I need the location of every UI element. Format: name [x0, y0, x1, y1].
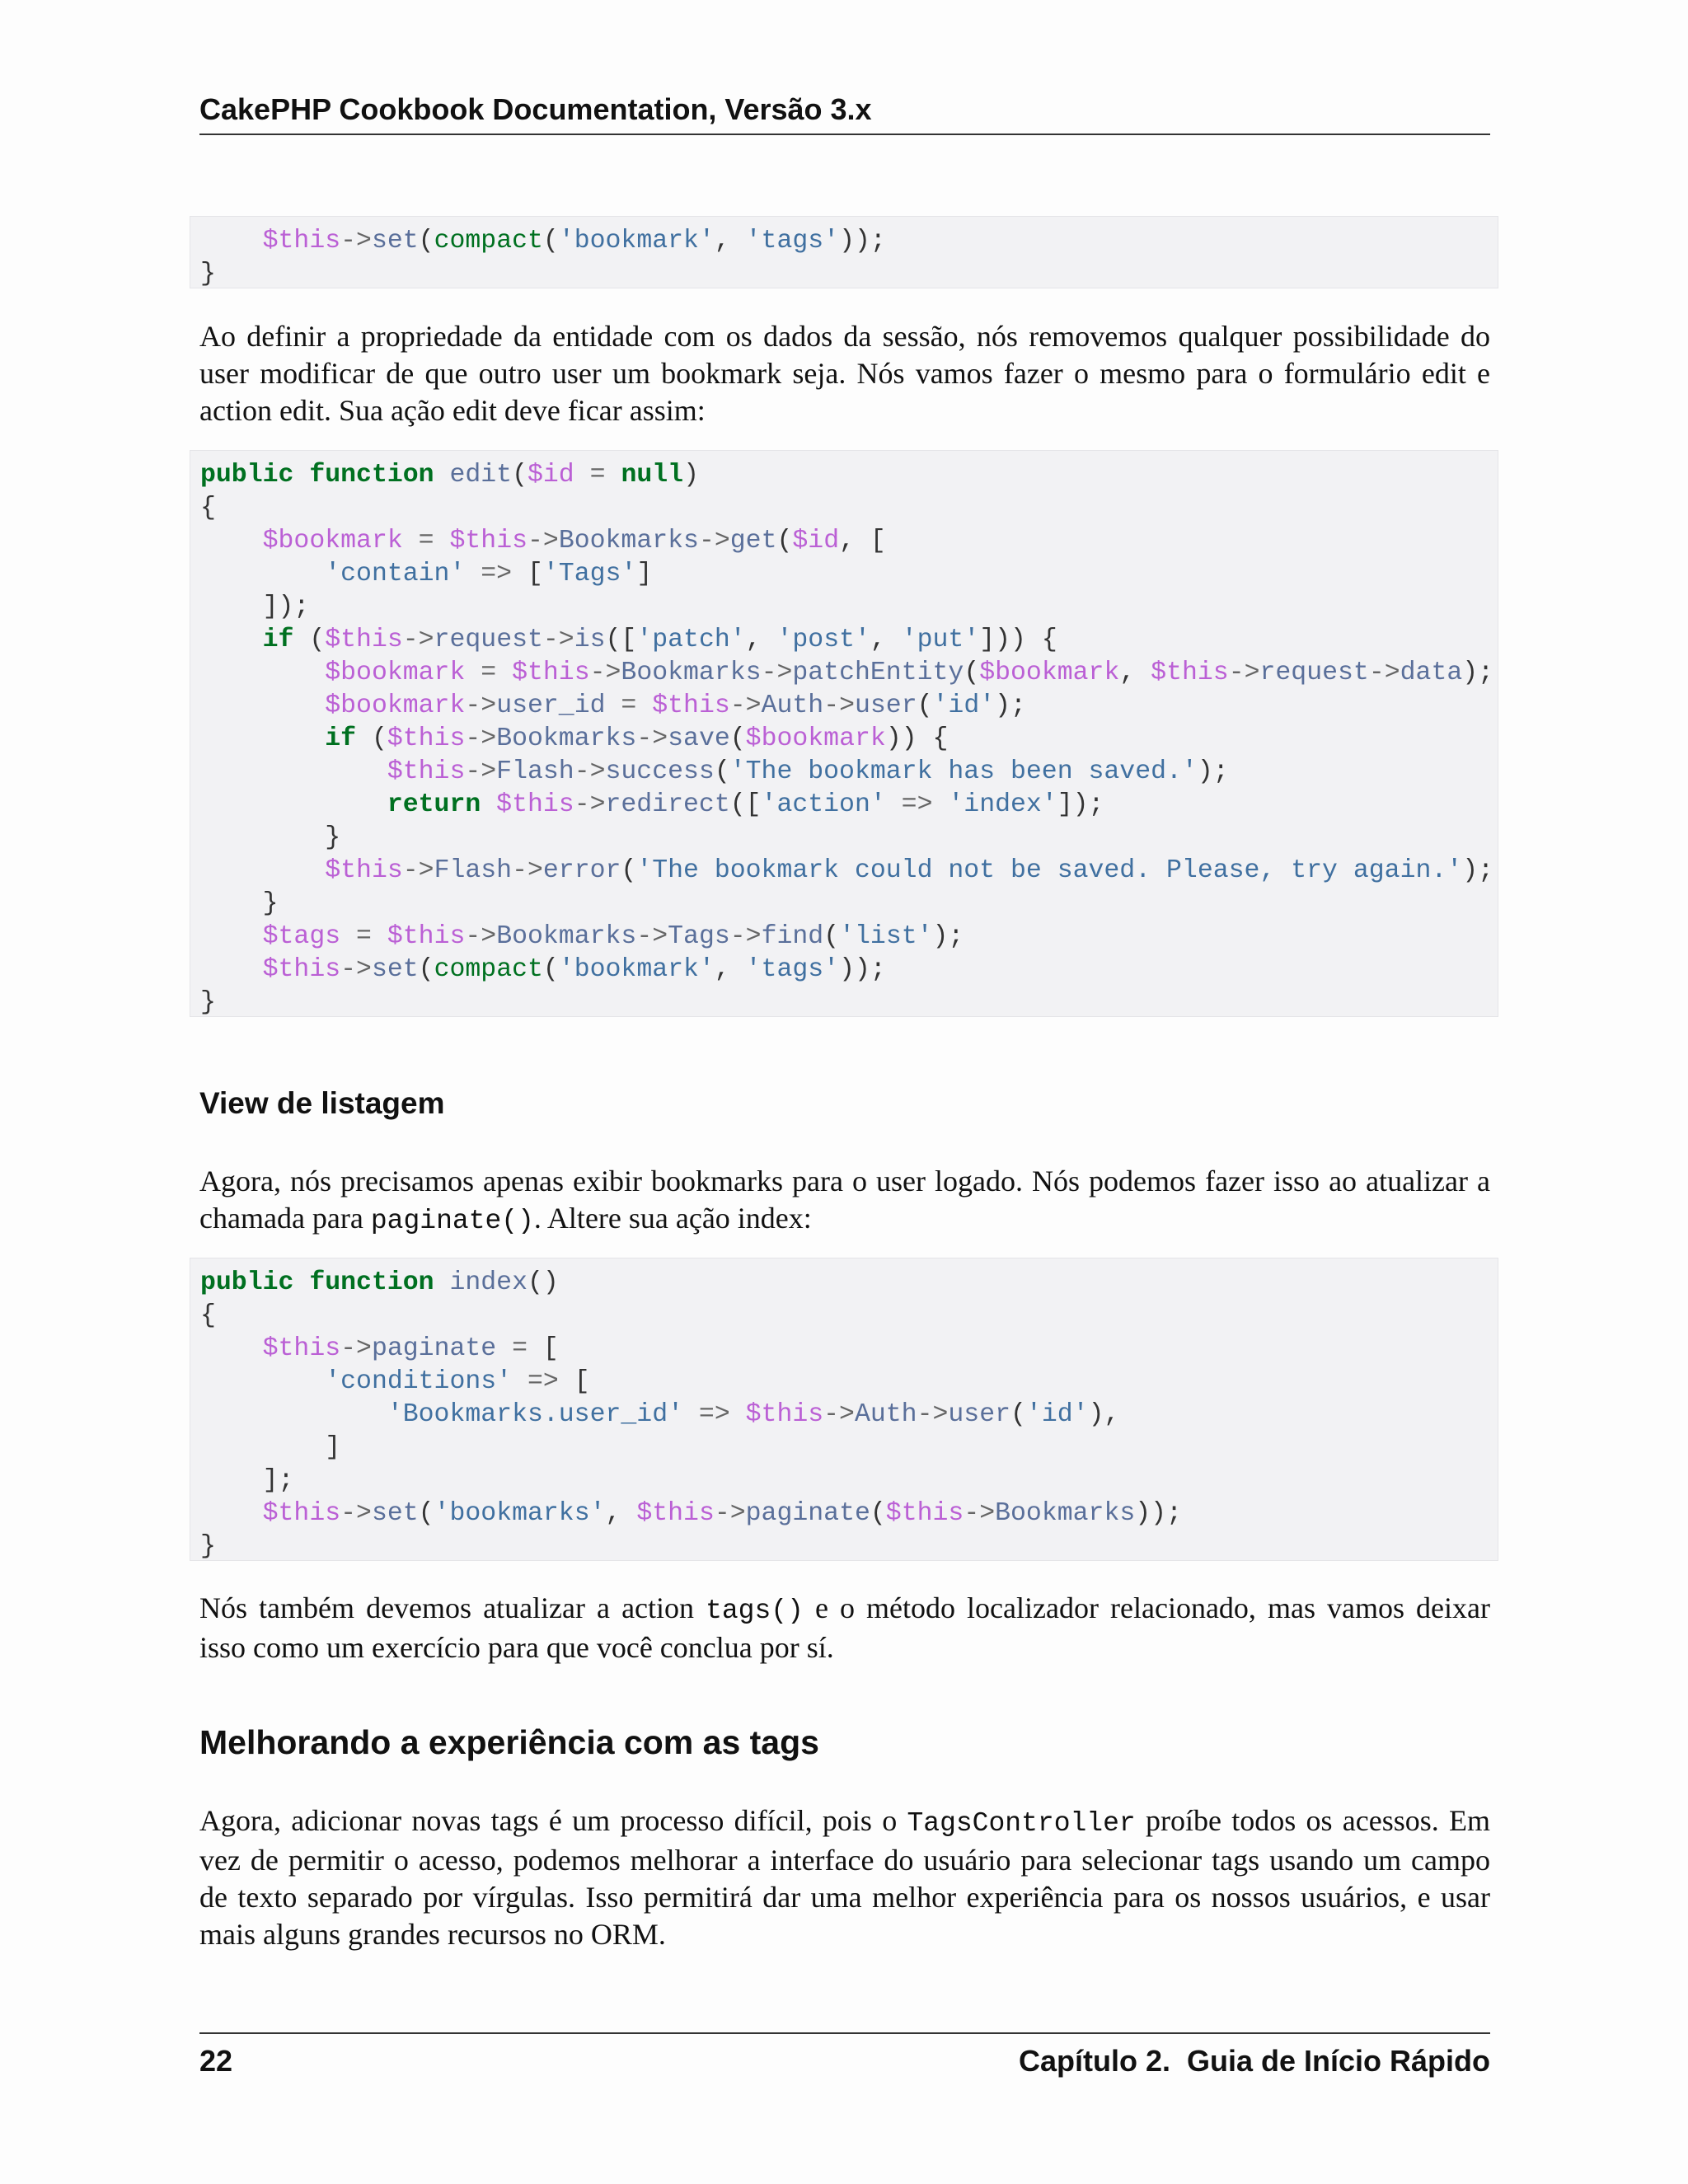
code-token: error [542, 856, 621, 885]
code-line [200, 624, 1498, 657]
code-token: $bookmark [325, 691, 466, 720]
code-line [200, 954, 1498, 987]
code-token: ( [512, 461, 528, 490]
code-line [200, 1530, 1498, 1563]
code-token [200, 856, 325, 885]
code-token: Bookmarks [558, 527, 699, 555]
paragraph-tags-controller [199, 1802, 1490, 1953]
text-run: vez de permitir o acesso, podemos melhorar a interface do usuário para selecionar tags usando um campo [199, 1844, 1490, 1877]
code-token [434, 1268, 450, 1297]
code-token: 'tags' [745, 227, 840, 255]
code-token: ( [729, 724, 746, 753]
code-token: -> [917, 1400, 949, 1429]
code-line [200, 723, 1498, 756]
code-token: ( [823, 922, 840, 951]
code-token: data [1400, 658, 1463, 687]
text-run: e o método localizador relacionado, mas vamos deixar [803, 1591, 1490, 1624]
code-line [200, 855, 1498, 888]
code-token: ( [418, 227, 434, 255]
code-token: $this [262, 955, 341, 984]
code-token: [ [542, 1334, 559, 1363]
code-token: () [527, 1268, 559, 1297]
code-token: = [402, 527, 450, 555]
code-token: ), [1088, 1400, 1120, 1429]
code-token: = [465, 658, 513, 687]
inline-code: TagsController [907, 1808, 1136, 1839]
code-token: edit [449, 461, 513, 490]
code-block-edit-action [190, 450, 1498, 1017]
code-token: $bookmark [745, 724, 886, 753]
text-run: Agora, nós precisamos apenas exibir bookmarks para o user logado. Nós podemos fazer isso ao atualizar a [199, 1165, 1490, 1197]
code-token [200, 955, 263, 984]
code-token: Flash [496, 757, 574, 786]
code-token: Bookmarks [496, 724, 637, 753]
code-token: user [855, 691, 917, 720]
code-token: )); [839, 227, 886, 255]
code-token: set [371, 955, 419, 984]
code-token: 'bookmark' [558, 227, 715, 255]
code-token [200, 626, 263, 654]
code-token: , [870, 626, 902, 654]
code-token [200, 1433, 325, 1462]
code-token: = [574, 461, 621, 490]
code-token: patchEntity [792, 658, 964, 687]
code-token: ( [964, 658, 980, 687]
code-token: ] [636, 560, 653, 588]
code-token [434, 461, 450, 490]
code-token [200, 724, 325, 753]
code-token: -> [1368, 658, 1400, 687]
text-run: proíbe todos os acessos. Em [1135, 1804, 1490, 1837]
code-token [200, 1400, 387, 1429]
code-token: user [948, 1400, 1011, 1429]
text-run: Nós também devemos atualizar a action [199, 1591, 706, 1624]
code-token: $bookmark [325, 658, 466, 687]
code-token: set [371, 1499, 419, 1528]
code-token: ([ [729, 790, 762, 819]
code-token: function [309, 461, 434, 490]
code-token: } [200, 1532, 216, 1561]
code-line [200, 525, 1498, 558]
code-token: -> [340, 955, 372, 984]
code-token: Auth [854, 1400, 917, 1429]
code-token: ( [1010, 1400, 1026, 1429]
header-rule [199, 134, 1490, 135]
code-line [200, 591, 1498, 624]
code-token: $this [387, 757, 466, 786]
code-token: -> [964, 1499, 996, 1528]
text-run: chamada para [199, 1202, 371, 1235]
code-token: request [1259, 658, 1369, 687]
inline-code: tags() [706, 1596, 804, 1626]
code-token: 'tags' [745, 955, 840, 984]
code-line [200, 1432, 1498, 1465]
code-token: -> [761, 658, 793, 687]
code-token: find [761, 922, 824, 951]
paragraph-session-entity [199, 318, 1490, 429]
code-token: null [621, 461, 684, 490]
code-token: $this [387, 724, 466, 753]
code-token: => [512, 1367, 574, 1396]
code-token: save [668, 724, 730, 753]
code-token: } [262, 889, 279, 918]
code-token: ); [1462, 856, 1493, 885]
code-line [200, 921, 1498, 954]
code-token: ); [1197, 757, 1229, 786]
code-token: $this [262, 1499, 341, 1528]
code-line [200, 987, 1498, 1019]
code-token: 'bookmark' [558, 955, 715, 984]
code-token: ]; [262, 1466, 294, 1495]
code-token: -> [729, 691, 762, 720]
code-token: , [714, 955, 746, 984]
code-token: $this [885, 1499, 964, 1528]
code-token: 'id' [932, 691, 996, 720]
code-token [481, 790, 496, 819]
text-line [199, 1842, 1490, 1879]
code-token: $id [528, 461, 574, 490]
code-token: -> [1228, 658, 1260, 687]
text-line [199, 355, 1490, 392]
code-token: )); [839, 955, 886, 984]
code-token: 'put' [901, 626, 980, 654]
text-run: action edit. Sua ação edit deve ficar assim: [199, 394, 706, 427]
text-run: user modificar de que outro user um bookmark seja. Nós vamos fazer o mesmo para o formulário edit e [199, 357, 1490, 390]
code-token: [ [528, 560, 543, 588]
code-token [200, 1466, 263, 1495]
code-token: $this [325, 856, 403, 885]
code-token [200, 593, 263, 621]
code-token: )) { [885, 724, 949, 753]
code-token: , [714, 227, 746, 255]
footer-rule [199, 2032, 1490, 2034]
code-token: $tags [262, 922, 341, 951]
code-token: } [200, 988, 216, 1017]
code-token: } [325, 823, 341, 852]
code-token: -> [465, 724, 497, 753]
code-token: { [200, 1301, 216, 1330]
code-token: ( [418, 955, 434, 984]
code-token: ( [542, 955, 559, 984]
code-line [200, 1399, 1498, 1432]
code-token [200, 1367, 325, 1396]
code-token: ) [683, 461, 699, 490]
code-token: = [496, 1334, 543, 1363]
paragraph-paginate [199, 1163, 1490, 1240]
code-token: ); [1462, 658, 1494, 687]
text-line [199, 1916, 1490, 1953]
code-token: 'contain' [325, 560, 466, 588]
code-token: -> [729, 922, 762, 951]
code-line [200, 1300, 1498, 1333]
code-token: } [200, 260, 216, 288]
code-token [200, 658, 325, 687]
code-token: paginate [371, 1334, 497, 1363]
text-line [199, 1802, 1490, 1842]
code-token: $bookmark [979, 658, 1120, 687]
code-token: -> [589, 658, 621, 687]
code-token: -> [465, 691, 497, 720]
code-token: $this [512, 658, 590, 687]
code-token: ( [293, 626, 326, 654]
code-block-compact-tail [190, 216, 1498, 288]
code-token: Bookmarks [995, 1499, 1136, 1528]
text-run: de texto separado por vírgulas. Isso permitirá dar uma melhor experiência para os nossos usuários, e usar [199, 1881, 1490, 1914]
code-token: 'conditions' [325, 1367, 513, 1396]
text-line [199, 1200, 1490, 1240]
code-line [200, 1333, 1498, 1366]
code-line [200, 690, 1498, 723]
code-line [200, 225, 1498, 258]
code-token [293, 1268, 309, 1297]
text-line [199, 318, 1490, 355]
code-token: get [729, 527, 777, 555]
code-token: -> [340, 1499, 372, 1528]
code-token: , [ [839, 527, 886, 555]
code-token: ( [542, 227, 559, 255]
code-token: ]); [262, 593, 310, 621]
section-heading-view-listing: View de listagem [199, 1086, 445, 1120]
code-token: -> [402, 856, 434, 885]
section-heading-tags-experience: Melhorando a experiência com as tags [199, 1723, 819, 1761]
text-line [199, 1590, 1490, 1629]
code-token: { [200, 494, 216, 523]
code-token: Tags [668, 922, 730, 951]
code-token: index [449, 1268, 528, 1297]
code-token: Bookmarks [621, 658, 762, 687]
code-token [200, 1499, 263, 1528]
code-token: )); [1135, 1499, 1182, 1528]
code-token [200, 889, 263, 918]
code-token: ( [714, 757, 730, 786]
code-token: -> [465, 757, 497, 786]
code-token: -> [823, 691, 855, 720]
code-token: -> [542, 626, 574, 654]
code-line [200, 1465, 1498, 1497]
code-token: ([ [605, 626, 637, 654]
code-token [200, 757, 387, 786]
code-line [200, 492, 1498, 525]
code-token: => [465, 560, 528, 588]
code-token: 'The bookmark could not be saved. Please, try again.' [636, 856, 1463, 885]
code-token: -> [340, 227, 372, 255]
code-token: -> [714, 1499, 746, 1528]
code-token: ] [325, 1433, 341, 1462]
code-token: ( [870, 1499, 886, 1528]
code-token: -> [402, 626, 434, 654]
code-token: -> [512, 856, 543, 885]
chapter-title: Capítulo 2. Guia de Início Rápido [1018, 2044, 1490, 2078]
code-token: $id [792, 527, 840, 555]
code-token: ( [356, 724, 387, 753]
code-token: $this [496, 790, 574, 819]
code-line [200, 1366, 1498, 1399]
code-token: = [340, 922, 387, 951]
code-line [200, 756, 1498, 789]
text-run: mais alguns grandes recursos no ORM. [199, 1918, 666, 1951]
code-token: 'Bookmarks.user_id' [387, 1400, 684, 1429]
code-token: 'list' [839, 922, 933, 951]
paragraph-tags-action [199, 1590, 1490, 1666]
code-token: set [371, 227, 419, 255]
text-run: Ao definir a propriedade da entidade com os dados da sessão, nós removemos qualquer possibilidade do [199, 320, 1490, 353]
code-token: -> [636, 724, 668, 753]
code-token: ( [917, 691, 933, 720]
code-token: 'patch' [636, 626, 746, 654]
code-token: request [434, 626, 543, 654]
code-token: , [1119, 658, 1151, 687]
code-token [200, 691, 325, 720]
code-line [200, 558, 1498, 591]
code-token: -> [636, 922, 668, 951]
code-token: $this [262, 1334, 341, 1363]
code-token: is [574, 626, 606, 654]
code-token: compact [434, 955, 543, 984]
code-token: Auth [761, 691, 824, 720]
code-token: = [605, 691, 653, 720]
code-token: $this [1151, 658, 1229, 687]
code-line [200, 459, 1498, 492]
code-block-index-action [190, 1258, 1498, 1561]
text-line [199, 1163, 1490, 1200]
text-line [199, 1879, 1490, 1916]
code-token: $bookmark [262, 527, 403, 555]
code-token [200, 922, 263, 951]
code-token: ( [418, 1499, 434, 1528]
page-number: 22 [199, 2044, 233, 2078]
code-line [200, 258, 1498, 291]
text-line [199, 392, 1490, 429]
code-token: 'post' [776, 626, 870, 654]
code-token: Flash [434, 856, 513, 885]
code-token: Bookmarks [496, 922, 637, 951]
code-line [200, 1497, 1498, 1530]
code-token [200, 227, 263, 255]
code-token: -> [574, 790, 606, 819]
code-token: ( [776, 527, 793, 555]
code-line [200, 789, 1498, 822]
code-token [200, 1334, 263, 1363]
code-token: -> [574, 757, 606, 786]
code-token: $this [387, 922, 466, 951]
text-run: . Altere sua ação index: [533, 1202, 812, 1235]
code-token [200, 527, 263, 555]
code-token [200, 790, 387, 819]
code-token: $this [636, 1499, 715, 1528]
code-token: public [200, 1268, 294, 1297]
code-token: compact [434, 227, 543, 255]
code-token: function [309, 1268, 434, 1297]
code-token: if [325, 724, 357, 753]
code-token: => [885, 790, 949, 819]
text-run: Agora, adicionar novas tags é um processo difícil, pois o [199, 1804, 907, 1837]
code-line [200, 888, 1498, 921]
code-token: 'The bookmark has been saved.' [729, 757, 1198, 786]
code-token: ])) { [979, 626, 1057, 654]
code-token: return [387, 790, 481, 819]
code-token: -> [698, 527, 730, 555]
code-token: paginate [745, 1499, 870, 1528]
code-token [200, 823, 325, 852]
code-token: 'action' [761, 790, 886, 819]
text-line [199, 1629, 1490, 1666]
code-token: $this [449, 527, 528, 555]
running-header: CakePHP Cookbook Documentation, Versão 3.x [199, 92, 872, 126]
code-token: user_id [496, 691, 606, 720]
code-token: 'bookmarks' [434, 1499, 606, 1528]
code-token: $this [262, 227, 341, 255]
code-token: => [683, 1400, 746, 1429]
code-line [200, 657, 1498, 690]
code-token: -> [528, 527, 559, 555]
code-token: ]); [1057, 790, 1104, 819]
code-token: -> [823, 1400, 855, 1429]
code-token: $this [652, 691, 730, 720]
code-line [200, 822, 1498, 855]
code-token [293, 461, 309, 490]
text-run: isso como um exercício para que você conclua por sí. [199, 1631, 834, 1664]
code-token: 'index' [948, 790, 1057, 819]
code-token: 'Tags' [542, 560, 637, 588]
code-token: redirect [605, 790, 730, 819]
inline-code: paginate() [370, 1206, 534, 1236]
code-token: -> [465, 922, 497, 951]
code-token: public [200, 461, 294, 490]
code-token: ( [621, 856, 637, 885]
code-token: 'id' [1025, 1400, 1089, 1429]
code-token: if [262, 626, 294, 654]
code-token: success [605, 757, 715, 786]
code-token: -> [340, 1334, 372, 1363]
code-token: ); [995, 691, 1026, 720]
code-token: , [745, 626, 777, 654]
code-token [200, 560, 325, 588]
code-token: [ [574, 1367, 590, 1396]
code-token: , [605, 1499, 637, 1528]
code-line [200, 1267, 1498, 1300]
code-token: $this [325, 626, 403, 654]
code-token: ); [932, 922, 964, 951]
code-token: $this [745, 1400, 824, 1429]
